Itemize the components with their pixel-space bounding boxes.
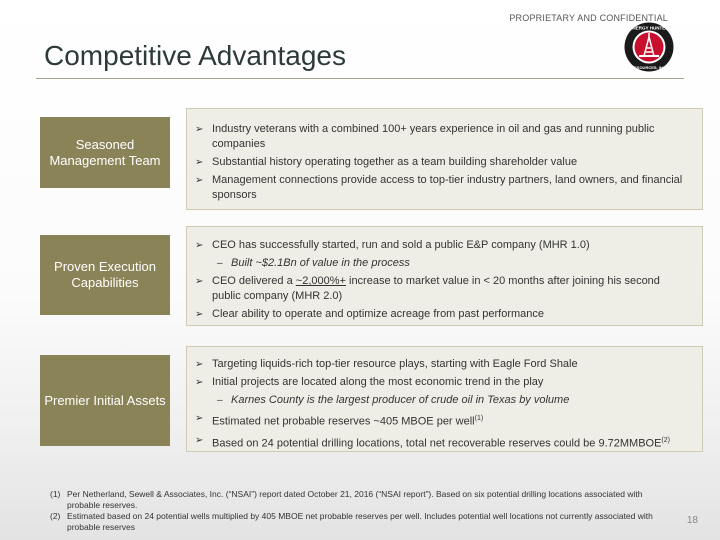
section-box-assets xyxy=(186,346,703,452)
bullet-item: ➢ Industry veterans with a combined 100+ years experience in oil and gas and running public companies xyxy=(195,123,655,150)
arrow-bullet-icon: ➢ xyxy=(195,309,204,320)
bullet-item: ➢ Initial projects are located along the most economic trend in the play xyxy=(195,376,544,388)
arrow-bullet-icon: ➢ xyxy=(195,413,204,424)
logo-text-top: ENERGY HUNTER xyxy=(629,25,669,31)
bullet-item: ➢ Targeting liquids-rich top-tier resource plays, starting with Eagle Ford Shale xyxy=(195,358,578,370)
arrow-bullet-icon: ➢ xyxy=(195,240,204,251)
bullet-item: ➢ Substantial history operating together as a team building shareholder value xyxy=(195,156,578,168)
bullet-item: ➢ Clear ability to operate and optimize acreage from past performance xyxy=(195,308,545,320)
section-label-management: Seasoned Management Team xyxy=(40,117,170,188)
section-label-assets: Premier Initial Assets xyxy=(40,355,170,446)
bullet-item: ➢ Management connections provide access to top-tier industry partners, land owners, and financial sponsors xyxy=(195,174,683,201)
footnote-item: (1) Per Netherland, Sewell & Associates, Inc. (“NSAI”) report dated October 21, 2016 (“NSAI report”). Based on six potential drilling locations associated with probable reserves. xyxy=(50,489,643,510)
arrow-bullet-icon: ➢ xyxy=(195,359,204,370)
company-logo xyxy=(624,22,674,72)
footnote-item: (2) Estimated based on 24 potential wells multiplied by 405 MBOE net probable reserves per well. Includes potential well locations not currently associated with probable reserves xyxy=(50,511,653,532)
arrow-bullet-icon: ➢ xyxy=(195,157,204,168)
page-title: Competitive Advantages xyxy=(44,40,346,71)
sub-bullet-item: – Karnes County is the largest producer of crude oil in Texas by volume xyxy=(217,394,570,406)
logo-text-bottom: RESOURCES, INC. xyxy=(631,65,667,70)
section-box-management xyxy=(186,108,703,210)
section-box-execution xyxy=(186,226,703,326)
footnote-ref: (1) xyxy=(474,415,484,422)
footnotes xyxy=(50,489,670,533)
confidential-label: PROPRIETARY AND CONFIDENTIAL xyxy=(509,13,668,23)
arrow-bullet-icon: ➢ xyxy=(195,434,204,446)
arrow-bullet-icon: ➢ xyxy=(195,276,204,287)
highlight-value: ~2,000%+ xyxy=(295,275,346,287)
page-number: 18 xyxy=(686,515,698,526)
section-label-execution: Proven Execution Capabilities xyxy=(40,235,170,315)
arrow-bullet-icon: ➢ xyxy=(195,124,204,135)
title-rule xyxy=(36,78,684,79)
bullet-item: ➢ Based on 24 potential drilling locations, total net recoverable reserves could be 9.72MMBOE$^{(2)}$ xyxy=(195,434,670,450)
dash-bullet-icon: – xyxy=(217,395,223,406)
bullet-item: ➢ Estimated net probable reserves ~405 MBOE per well$^{(1)}$ xyxy=(195,413,484,428)
arrow-bullet-icon: ➢ xyxy=(195,377,204,388)
bullet-item: ➢ CEO has successfully started, run and sold a public E&P company (MHR 1.0) xyxy=(195,239,590,251)
footnote-ref: (2) xyxy=(661,436,670,444)
dash-bullet-icon: – xyxy=(217,258,223,269)
sub-bullet-item: – Built ~$2.1Bn of value in the process xyxy=(217,257,410,269)
arrow-bullet-icon: ➢ xyxy=(195,175,204,186)
bullet-item: ➢ CEO delivered a ~2,000%+ increase to market value in < 20 months after joining his second public company (MHR 2.0) xyxy=(195,275,660,302)
